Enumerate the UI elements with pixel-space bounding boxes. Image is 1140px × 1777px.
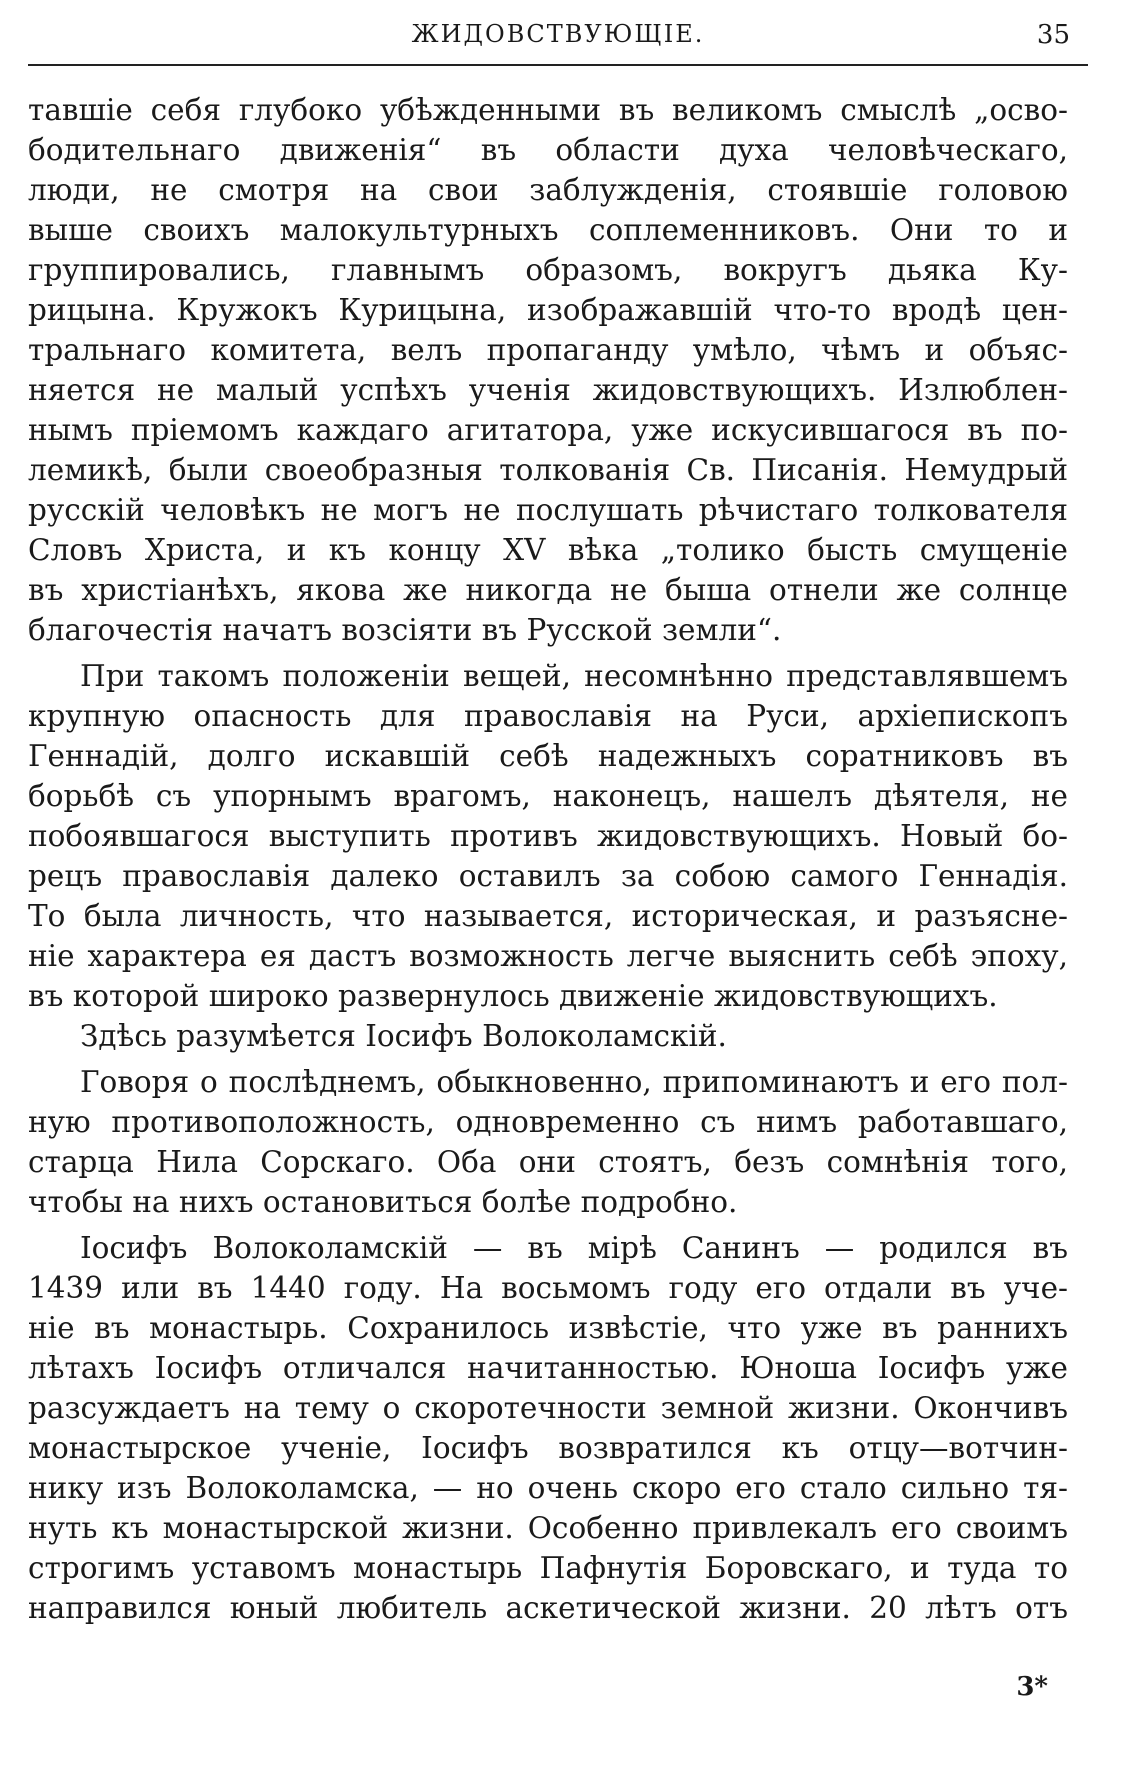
- page-number: 35: [1036, 20, 1070, 50]
- text-line: въ которой широко развернулось движеніе жидовствующихъ.: [28, 979, 998, 1013]
- text-line: лемикѣ, были своеобразныя толкованія Св. Писанія. Немудрый: [28, 453, 1068, 487]
- text-line: ніе въ монастырь. Сохранилось извѣстіе, что уже въ раннихъ: [28, 1311, 1068, 1345]
- running-head: [28, 20, 1088, 60]
- text-line: Іосифъ Волоколамскій — въ мірѣ Санинъ — родился въ: [80, 1231, 1068, 1265]
- text-line: ную противоположность, одновременно съ нимъ работавшаго,: [28, 1105, 1068, 1139]
- text-line: рицына. Кружокъ Курицына, изображавшій что-то вродѣ цен-: [28, 293, 1068, 327]
- text-line: выше своихъ малокультурныхъ соплеменниковъ. Они то и: [28, 213, 1068, 247]
- text-line: люди, не смотря на свои заблужденія, стоявшіе головою: [28, 173, 1068, 207]
- text-line: ніе характера ея дастъ возможность легче выяснить себѣ эпоху,: [28, 939, 1068, 973]
- text-line: направился юный любитель аскетической жизни. 20 лѣтъ отъ: [28, 1591, 1068, 1625]
- header-rule: [28, 64, 1088, 66]
- text-line: русскій человѣкъ не могъ не послушать рѣчистаго толкователя: [28, 493, 1068, 527]
- text-line: крупную опасность для православія на Руси, архіепископъ: [28, 699, 1068, 733]
- text-line: группировались, главнымъ образомъ, вокругъ дьяка Ку-: [28, 253, 1068, 287]
- text-line: лѣтахъ Іосифъ отличался начитанностью. Юноша Іосифъ уже: [28, 1351, 1068, 1385]
- text-line: разсуждаетъ на тему о скоротечности земной жизни. Окончивъ: [28, 1391, 1068, 1425]
- text-line: въ христіанѣхъ, якова же никогда не быша отнели же солнце: [28, 573, 1068, 607]
- text-line: Геннадій, долго искавшій себѣ надежныхъ соратниковъ въ: [28, 739, 1068, 773]
- text-line: При такомъ положеніи вещей, несомнѣнно представлявшемъ: [80, 659, 1068, 693]
- book-page: [28, 0, 1088, 1777]
- text-line: строгимъ уставомъ монастырь Пафнутія Боровскаго, и туда то: [28, 1551, 1068, 1585]
- text-line: борьбѣ съ упорнымъ врагомъ, наконецъ, нашелъ дѣятеля, не: [28, 779, 1068, 813]
- text-line: няется не малый успѣхъ ученія жидовствующихъ. Излюблен-: [28, 373, 1068, 407]
- signature-mark: 3*: [1016, 1672, 1048, 1702]
- text-line: побоявшагося выступить противъ жидовствующихъ. Новый бо-: [28, 819, 1068, 853]
- text-line: бодительнаго движенія“ въ области духа человѣческаго,: [28, 133, 1068, 167]
- text-line: тавшіе себя глубоко убѣжденными въ великомъ смыслѣ „осво-: [28, 93, 1068, 127]
- text-line: Здѣсь разумѣется Іосифъ Волоколамскій.: [80, 1019, 727, 1053]
- text-line: монастырское ученіе, Іосифъ возвратился къ отцу—вотчин-: [28, 1431, 1068, 1465]
- text-line: То была личность, что называется, историческая, и разъясне-: [28, 899, 1068, 933]
- text-line: рецъ православія далеко оставилъ за собою самого Геннадія.: [28, 859, 1068, 893]
- text-line: тральнаго комитета, велъ пропаганду умѣло, чѣмъ и объяс-: [28, 333, 1068, 367]
- text-line: Говоря о послѣднемъ, обыкновенно, припоминаютъ и его пол-: [80, 1065, 1068, 1099]
- text-line: нуть къ монастырской жизни. Особенно привлекалъ его своимъ: [28, 1511, 1068, 1545]
- text-line: нику изъ Волоколамска, — но очень скоро его стало сильно тя-: [28, 1471, 1068, 1505]
- text-line: благочестія начатъ возсіяти въ Русской земли“.: [28, 613, 782, 647]
- text-line: нымъ пріемомъ каждаго агитатора, уже искусившагося въ по-: [28, 413, 1068, 447]
- text-line: чтобы на нихъ остановиться болѣе подробно.: [28, 1185, 738, 1219]
- text-line: 1439 или въ 1440 году. На восьмомъ году его отдали въ уче-: [28, 1271, 1068, 1305]
- text-line: старца Нила Сорскаго. Оба они стоятъ, безъ сомнѣнія того,: [28, 1145, 1068, 1179]
- text-line: Словъ Христа, и къ концу XV вѣка „толико бысть смущеніе: [28, 533, 1068, 567]
- body-text: [28, 90, 1068, 1628]
- running-title: ЖИДОВСТВУЮЩІЕ.: [411, 20, 705, 48]
